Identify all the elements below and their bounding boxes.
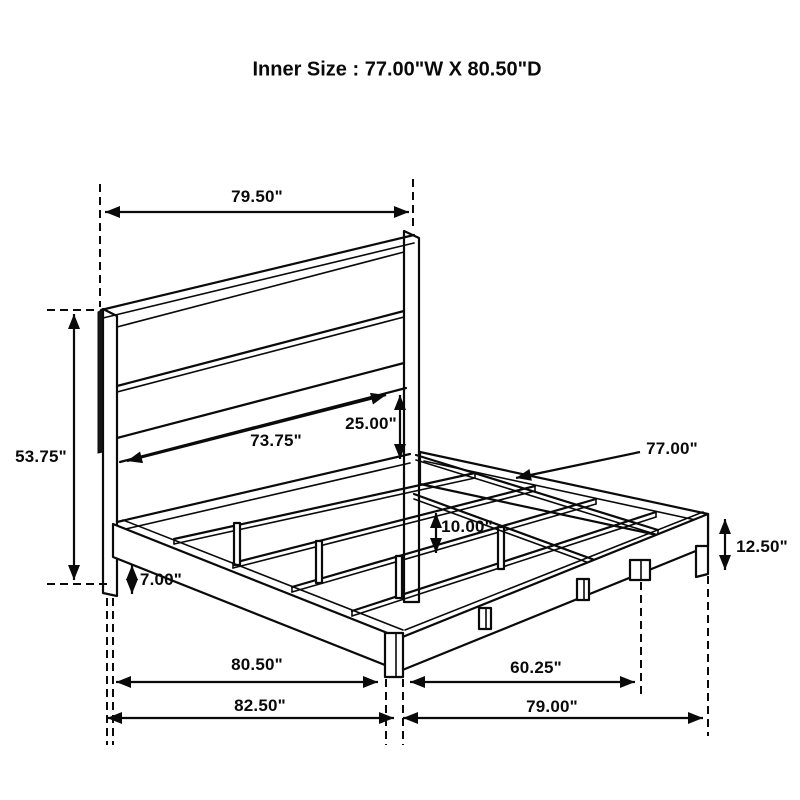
dim-slat-support-height: 10.00" bbox=[441, 517, 493, 536]
dim-headboard-height: 53.75" bbox=[15, 447, 67, 466]
dim-center-rail-length: 77.00" bbox=[646, 439, 698, 458]
dim-headboard-inner-width: 73.75" bbox=[250, 431, 302, 450]
dim-outer-width: 79.00" bbox=[526, 697, 578, 716]
front-corner-leg bbox=[385, 633, 403, 677]
near-side-rail bbox=[113, 524, 400, 671]
right-corner-block bbox=[696, 546, 708, 577]
dim-side-rail-height: 12.50" bbox=[736, 537, 788, 556]
dim-headboard-panel-gap: 25.00" bbox=[345, 414, 397, 433]
dim-foot-leg-span: 60.25" bbox=[510, 658, 562, 677]
dim-inner-depth: 80.50" bbox=[231, 655, 283, 674]
leader-center-rail bbox=[516, 452, 640, 478]
foot-leg-2 bbox=[577, 579, 589, 600]
foot-leg-1 bbox=[479, 608, 491, 629]
headboard-right-post bbox=[404, 231, 419, 602]
dim-floor-clearance: 7.00" bbox=[139, 570, 183, 589]
dim-outer-depth: 82.50" bbox=[234, 696, 286, 715]
foot-leg-3 bbox=[630, 560, 650, 580]
foot-rail bbox=[400, 514, 708, 671]
dim-headboard-width: 79.50" bbox=[231, 187, 283, 206]
diagram-title: Inner Size : 77.00"W X 80.50"D bbox=[252, 58, 542, 81]
